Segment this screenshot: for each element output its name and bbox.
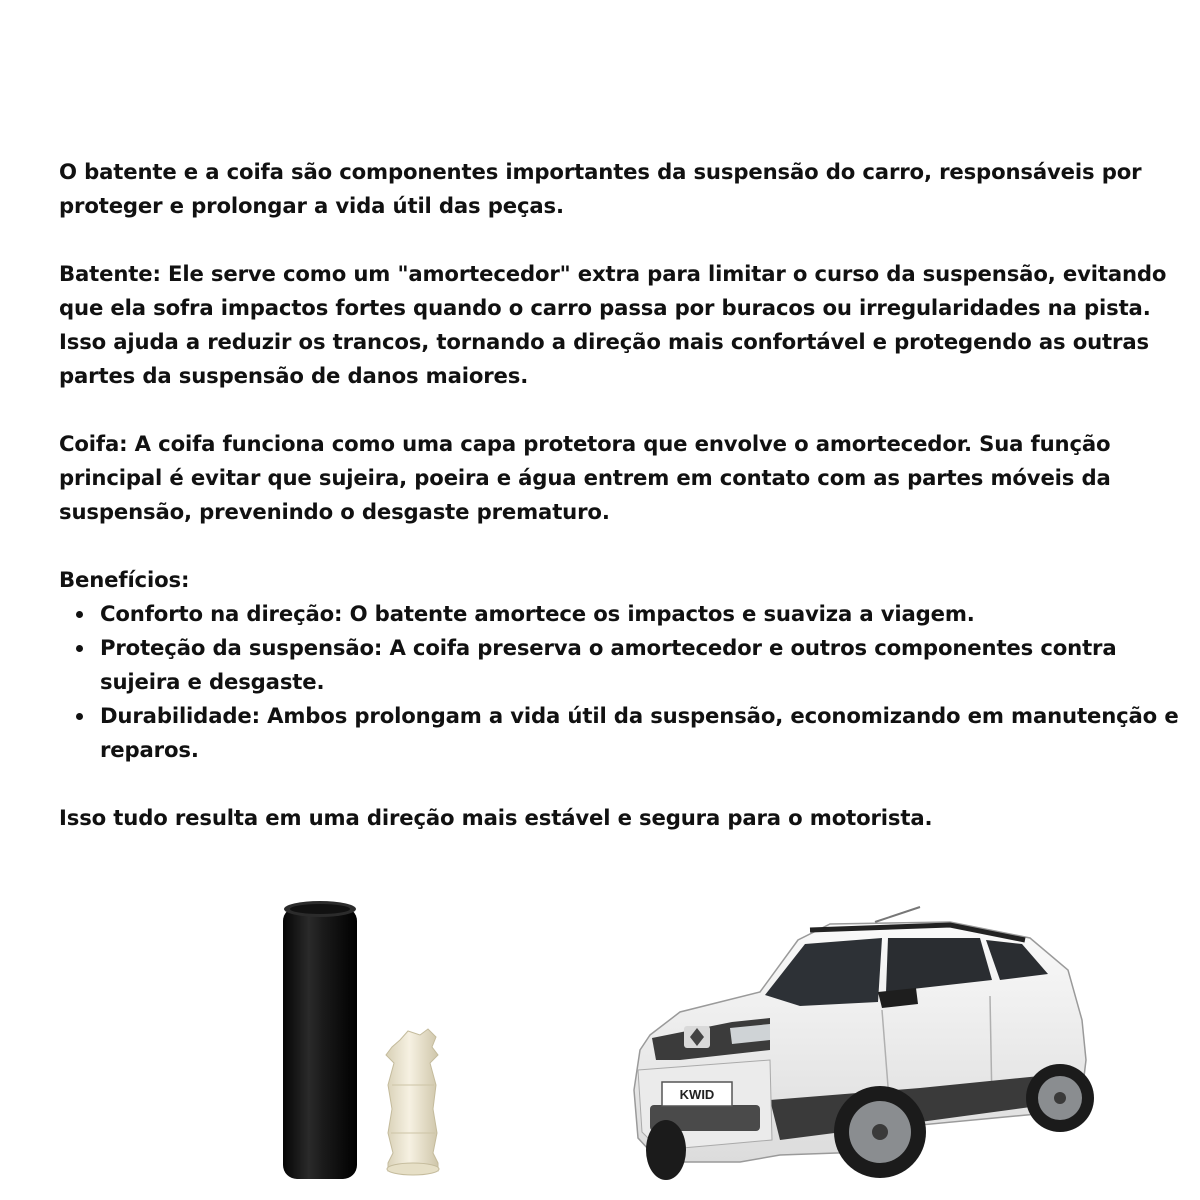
coifa-boot — [283, 901, 357, 1179]
car-image — [620, 900, 1100, 1190]
rear-wheel — [1026, 1064, 1094, 1132]
benefit-item: Durabilidade: Ambos prolongam a vida útil da suspensão, economizando em manutenção e reparos. — [100, 699, 1189, 767]
intro-paragraph: O batente e a coifa são componentes importantes da suspensão do carro, responsáveis por proteger e prolongar a vida útil das peças. — [59, 159, 1142, 218]
conclusion-paragraph: Isso tudo resulta em uma direção mais estável e segura para o motorista. — [59, 805, 933, 830]
benefits-list — [59, 597, 1189, 767]
batente-bump-stop — [386, 1029, 439, 1175]
benefits-heading: Benefícios: — [59, 567, 190, 592]
product-image — [270, 895, 460, 1185]
batente-paragraph: Batente: Ele serve como um "amortecedor" extra para limitar o curso da suspensão, evitando que ela sofra impactos fortes quando o carro passa por buracos ou irregularidades na pista. Isso ajuda a reduzir os trancos, tornando a direção mais confortável e protegendo as outras partes da suspensão de danos maiores. — [59, 261, 1167, 388]
benefit-item: Proteção da suspensão: A coifa preserva o amortecedor e outros componentes contra sujeira e desgaste. — [100, 631, 1189, 699]
coifa-paragraph: Coifa: A coifa funciona como uma capa protetora que envolve o amortecedor. Sua função principal é evitar que sujeira, poeira e água entrem em contato com as partes móveis da suspensão, prevenindo o desgaste prematuro. — [59, 431, 1111, 524]
front-wheel — [834, 1086, 926, 1178]
benefit-item: Conforto na direção: O batente amortece os impactos e suaviza a viagem. — [100, 597, 1189, 631]
license-plate: KWID — [679, 1087, 715, 1102]
front-left-wheel — [646, 1120, 686, 1180]
description-text — [59, 155, 1189, 835]
